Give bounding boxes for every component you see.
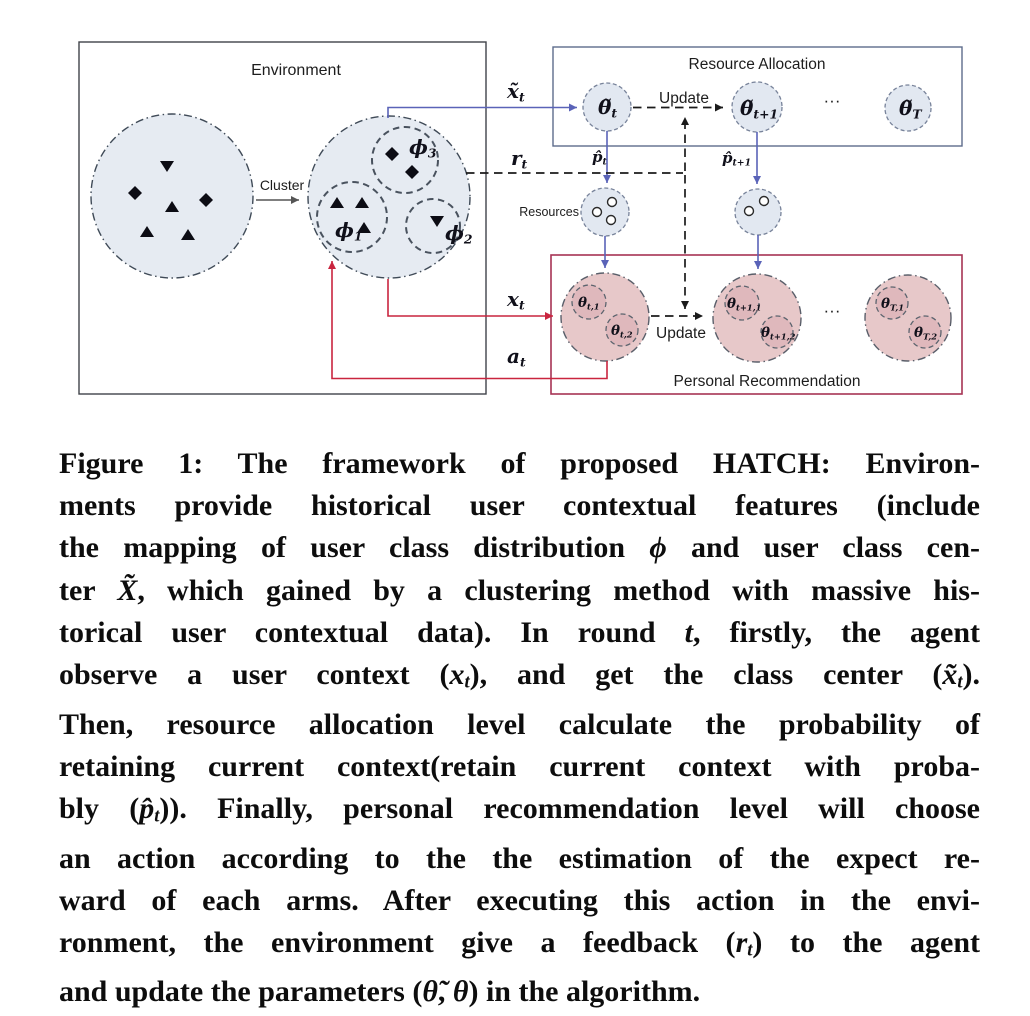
resources-label: Resources bbox=[519, 205, 579, 219]
arm-node-t1 bbox=[713, 274, 801, 362]
caption-line bbox=[59, 838, 980, 880]
caption-line bbox=[59, 971, 980, 1013]
caption-math: θ bbox=[452, 975, 469, 1009]
caption-text: , bbox=[437, 975, 453, 1009]
caption-line bbox=[59, 788, 980, 838]
resource-dot bbox=[760, 197, 769, 206]
phat-t1-label: p̂t+1 bbox=[722, 149, 752, 169]
caption-line bbox=[59, 746, 980, 788]
caption-text: , firstly, the agent bbox=[692, 615, 980, 649]
resource-allocation-label: Resource Allocation bbox=[688, 56, 826, 73]
caption-math: x̃ bbox=[942, 658, 958, 692]
cluster-label: Cluster bbox=[259, 177, 305, 193]
theta-t1-label: θt,1 bbox=[578, 295, 600, 312]
caption-line bbox=[59, 704, 980, 746]
caption-text: bly ( bbox=[59, 791, 140, 825]
personal-recommendation-label: Personal Recommendation bbox=[673, 373, 861, 390]
caption-text: , which gained by a clustering method with massive his- bbox=[137, 573, 980, 607]
thetatilde-t1-label: θ̃t+1 bbox=[740, 96, 779, 122]
caption-line bbox=[59, 570, 980, 612]
xtilde-t-label: x̃t bbox=[507, 79, 525, 105]
caption-math: p̂ bbox=[139, 791, 155, 825]
x-t-arrow bbox=[388, 279, 553, 316]
caption-text: ments provide historical user contextual features (include bbox=[59, 489, 980, 523]
caption-text: ward of each arms. After executing this action in the envi- bbox=[59, 883, 980, 917]
caption-math: ϕ bbox=[649, 531, 667, 565]
caption-math: t bbox=[957, 671, 963, 693]
arm-node-T bbox=[865, 275, 951, 361]
phat-t-label: p̂t bbox=[592, 148, 607, 168]
phi1-label: ϕ1 bbox=[335, 218, 363, 244]
resource-dot bbox=[607, 216, 616, 225]
caption-math: t bbox=[684, 615, 693, 649]
theta-T1-label: θT,1 bbox=[881, 296, 905, 313]
caption-text: retaining current context(retain current context with proba- bbox=[59, 749, 980, 783]
arm-node-t bbox=[561, 273, 649, 361]
caption-text: observe a user context ( bbox=[59, 658, 450, 692]
resource-dot bbox=[745, 207, 754, 216]
caption-line bbox=[59, 527, 980, 569]
raw-user-pool-circle bbox=[91, 114, 253, 278]
theta-t12-label: θt+1,2 bbox=[761, 325, 796, 342]
update-top-label: Update bbox=[659, 90, 709, 107]
x-t-label: xt bbox=[507, 287, 525, 313]
caption-text: ter bbox=[59, 573, 118, 607]
ellipsis-top: ··· bbox=[823, 91, 841, 110]
caption-text: Figure 1: The framework of proposed HATCH: Environ- bbox=[59, 447, 980, 480]
caption-text: and update the parameters ( bbox=[59, 975, 423, 1009]
resource-dot bbox=[608, 198, 617, 207]
caption-line bbox=[59, 485, 980, 527]
thetatilde-t-label: θ̃t bbox=[598, 95, 618, 121]
xtilde-t-arrow bbox=[388, 108, 577, 119]
figure-caption bbox=[59, 443, 980, 1014]
phi2-label: ϕ2 bbox=[445, 221, 473, 247]
r-t-label: rt bbox=[511, 146, 528, 172]
a-t-label: at bbox=[507, 344, 526, 370]
caption-math: t bbox=[464, 671, 470, 693]
caption-line bbox=[59, 654, 980, 704]
caption-math: r bbox=[735, 925, 748, 959]
ellipsis-bottom: ··· bbox=[823, 301, 841, 320]
caption-text: ). bbox=[962, 658, 980, 692]
caption-math: x bbox=[449, 658, 465, 692]
caption-text: ), and get the class center ( bbox=[469, 658, 943, 692]
caption-text: )). Finally, personal recommendation level will choose bbox=[159, 791, 980, 825]
resource-dot bbox=[593, 208, 602, 217]
hatch-framework-diagram bbox=[0, 0, 1030, 434]
clustered-user-pool-circle bbox=[308, 116, 470, 278]
theta-T2-label: θT,2 bbox=[914, 325, 938, 342]
update-bottom-label: Update bbox=[656, 325, 706, 342]
caption-math: X̃ bbox=[117, 573, 138, 607]
caption-math: t bbox=[154, 805, 160, 827]
caption-text: ) to the agent bbox=[752, 925, 980, 959]
caption-text: Then, resource allocation level calculate the probability of bbox=[59, 707, 980, 741]
caption-line bbox=[59, 880, 980, 922]
thetatilde-T-label: θ̃T bbox=[899, 96, 922, 122]
resources-node-t bbox=[581, 188, 629, 236]
caption-line bbox=[59, 612, 980, 654]
caption-text: the mapping of user class distribution bbox=[59, 531, 650, 565]
caption-text: torical user contextual data). In round bbox=[59, 615, 685, 649]
caption-text: ) in the algorithm. bbox=[468, 975, 701, 1009]
caption-line bbox=[59, 443, 980, 485]
caption-text: ronment, the environment give a feedback ( bbox=[59, 925, 736, 959]
caption-text: and user class cen- bbox=[666, 531, 980, 565]
caption-math: t bbox=[747, 939, 753, 961]
resources-node-t1 bbox=[735, 189, 781, 235]
theta-t11-label: θt+1,1 bbox=[727, 296, 762, 313]
caption-text: an action according to the the estimation of the expect re- bbox=[59, 841, 980, 875]
phi3-label: ϕ3 bbox=[409, 135, 437, 161]
theta-t2-label: θt,2 bbox=[611, 323, 633, 340]
caption-math: θ̃ bbox=[422, 975, 438, 1009]
environment-label: Environment bbox=[251, 62, 341, 79]
caption-line bbox=[59, 922, 980, 972]
